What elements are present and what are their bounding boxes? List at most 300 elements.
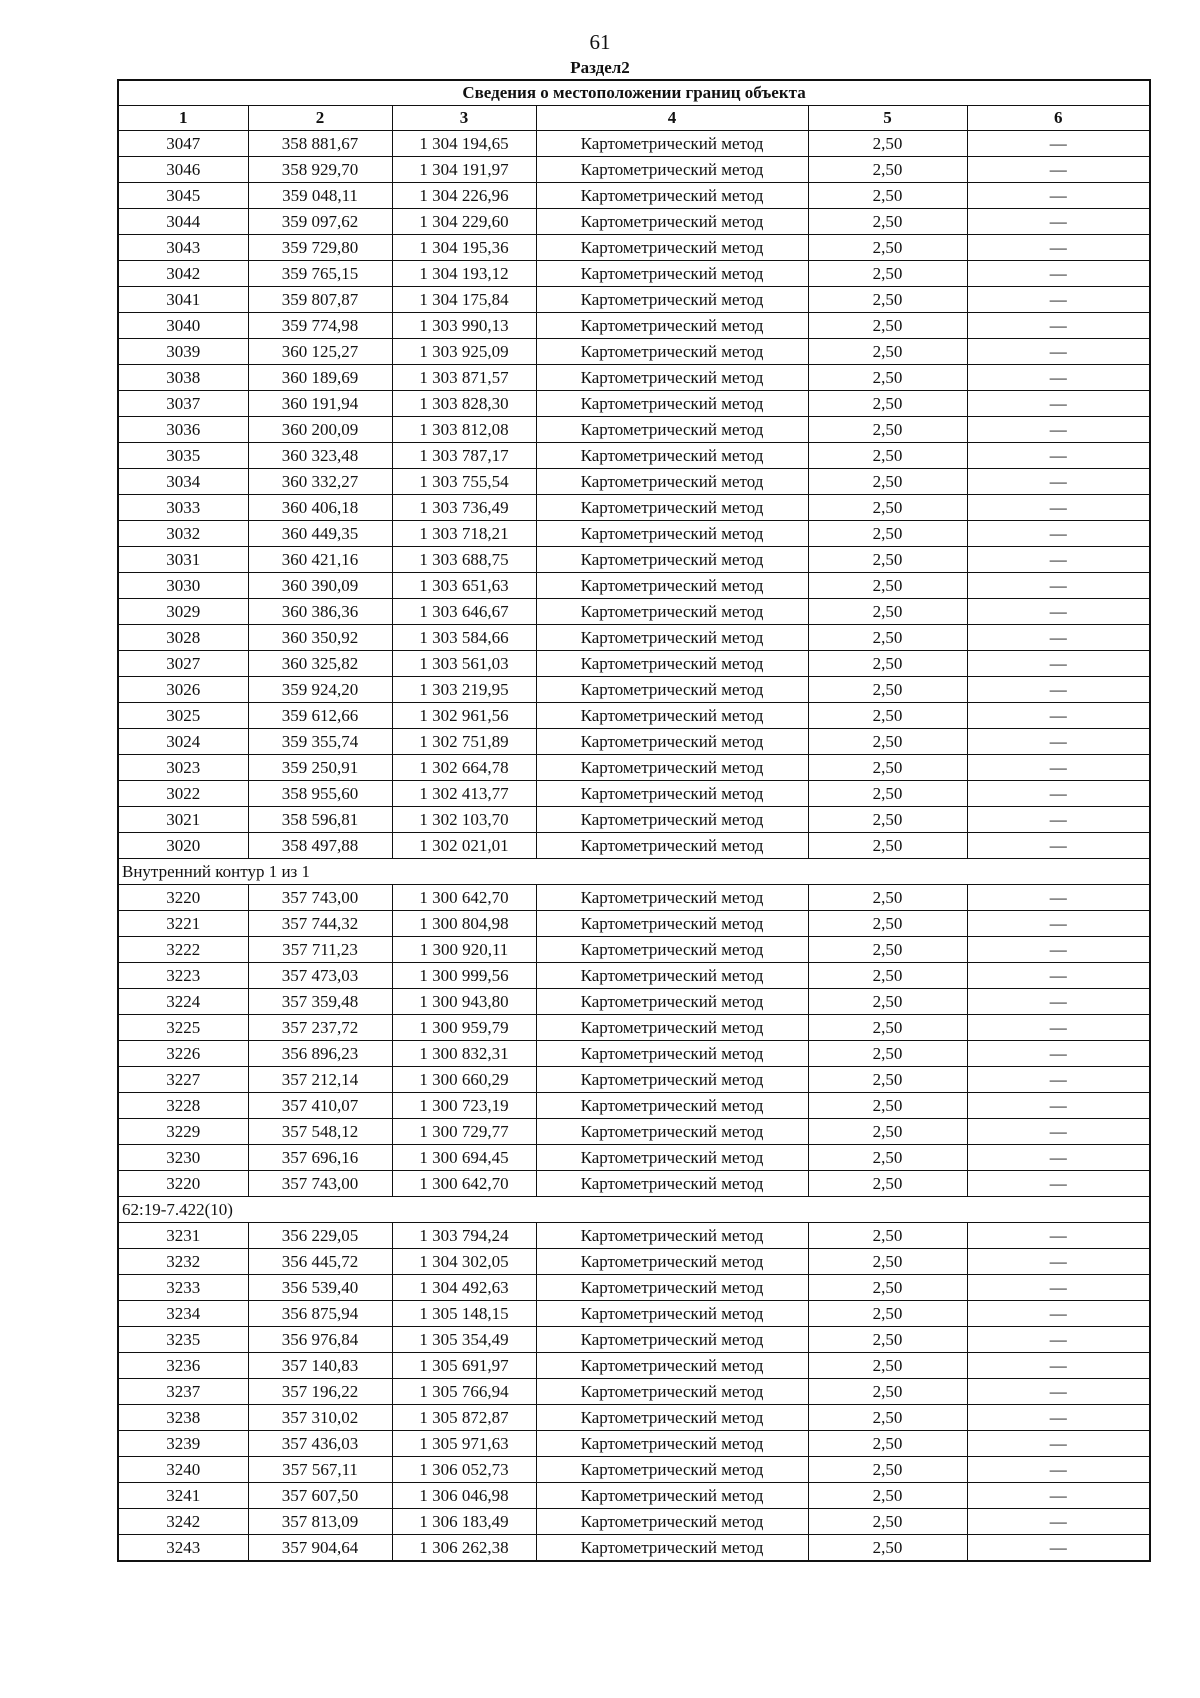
accuracy-cell: 2,50 [808,261,967,287]
accuracy-cell: 2,50 [808,1431,967,1457]
method-cell: Картометрический метод [536,417,808,443]
accuracy-cell: 2,50 [808,1327,967,1353]
table-body [118,131,1150,1562]
note-cell: — [967,1119,1150,1145]
note-cell: — [967,1457,1150,1483]
note-cell: — [967,1275,1150,1301]
point-number-cell: 3034 [118,469,248,495]
x-coordinate-cell: 357 743,00 [248,1171,392,1197]
note-cell: — [967,573,1150,599]
x-coordinate-cell: 357 310,02 [248,1405,392,1431]
table-row [118,1093,1150,1119]
method-cell: Картометрический метод [536,677,808,703]
y-coordinate-cell: 1 303 736,49 [392,495,536,521]
accuracy-cell: 2,50 [808,313,967,339]
method-cell: Картометрический метод [536,807,808,833]
y-coordinate-cell: 1 303 718,21 [392,521,536,547]
accuracy-cell: 2,50 [808,1223,967,1249]
method-cell: Картометрический метод [536,183,808,209]
accuracy-cell: 2,50 [808,1067,967,1093]
method-cell: Картометрический метод [536,599,808,625]
table-row [118,599,1150,625]
point-number-cell: 3220 [118,885,248,911]
method-cell: Картометрический метод [536,1431,808,1457]
x-coordinate-cell: 357 548,12 [248,1119,392,1145]
y-coordinate-cell: 1 306 046,98 [392,1483,536,1509]
note-cell: — [967,1483,1150,1509]
table-row [118,1275,1150,1301]
table-row [118,1431,1150,1457]
column-number-row [118,106,1150,131]
note-cell: — [967,729,1150,755]
x-coordinate-cell: 357 813,09 [248,1509,392,1535]
method-cell: Картометрический метод [536,729,808,755]
table-row [118,495,1150,521]
note-cell: — [967,417,1150,443]
x-coordinate-cell: 359 765,15 [248,261,392,287]
point-number-cell: 3021 [118,807,248,833]
method-cell: Картометрический метод [536,157,808,183]
y-coordinate-cell: 1 306 183,49 [392,1509,536,1535]
column-number-6: 6 [967,106,1150,131]
method-cell: Картометрический метод [536,235,808,261]
method-cell: Картометрический метод [536,469,808,495]
accuracy-cell: 2,50 [808,287,967,313]
table-row [118,1223,1150,1249]
method-cell: Картометрический метод [536,1327,808,1353]
y-coordinate-cell: 1 300 723,19 [392,1093,536,1119]
table-row [118,1457,1150,1483]
note-cell: — [967,1405,1150,1431]
point-number-cell: 3223 [118,963,248,989]
table-row [118,1509,1150,1535]
method-cell: Картометрический метод [536,911,808,937]
accuracy-cell: 2,50 [808,989,967,1015]
method-cell: Картометрический метод [536,1509,808,1535]
note-cell: — [967,183,1150,209]
method-cell: Картометрический метод [536,1171,808,1197]
x-coordinate-cell: 359 355,74 [248,729,392,755]
table-row [118,651,1150,677]
table-row [118,1327,1150,1353]
y-coordinate-cell: 1 300 832,31 [392,1041,536,1067]
group-label-row [118,859,1150,885]
table-row [118,833,1150,859]
note-cell: — [967,1145,1150,1171]
accuracy-cell: 2,50 [808,1405,967,1431]
accuracy-cell: 2,50 [808,209,967,235]
y-coordinate-cell: 1 302 021,01 [392,833,536,859]
y-coordinate-cell: 1 300 642,70 [392,885,536,911]
method-cell: Картометрический метод [536,1405,808,1431]
note-cell: — [967,833,1150,859]
point-number-cell: 3045 [118,183,248,209]
x-coordinate-cell: 360 189,69 [248,365,392,391]
y-coordinate-cell: 1 303 787,17 [392,443,536,469]
accuracy-cell: 2,50 [808,183,967,209]
y-coordinate-cell: 1 305 872,87 [392,1405,536,1431]
point-number-cell: 3240 [118,1457,248,1483]
y-coordinate-cell: 1 303 990,13 [392,313,536,339]
method-cell: Картометрический метод [536,547,808,573]
y-coordinate-cell: 1 302 103,70 [392,807,536,833]
x-coordinate-cell: 359 097,62 [248,209,392,235]
note-cell: — [967,885,1150,911]
x-coordinate-cell: 357 607,50 [248,1483,392,1509]
point-number-cell: 3024 [118,729,248,755]
table-row [118,209,1150,235]
accuracy-cell: 2,50 [808,1457,967,1483]
y-coordinate-cell: 1 303 561,03 [392,651,536,677]
point-number-cell: 3042 [118,261,248,287]
x-coordinate-cell: 360 390,09 [248,573,392,599]
y-coordinate-cell: 1 304 302,05 [392,1249,536,1275]
x-coordinate-cell: 357 237,72 [248,1015,392,1041]
x-coordinate-cell: 359 048,11 [248,183,392,209]
point-number-cell: 3228 [118,1093,248,1119]
accuracy-cell: 2,50 [808,1483,967,1509]
method-cell: Картометрический метод [536,937,808,963]
method-cell: Картометрический метод [536,261,808,287]
point-number-cell: 3043 [118,235,248,261]
y-coordinate-cell: 1 304 226,96 [392,183,536,209]
accuracy-cell: 2,50 [808,833,967,859]
table-row [118,1301,1150,1327]
y-coordinate-cell: 1 304 194,65 [392,131,536,157]
accuracy-cell: 2,50 [808,781,967,807]
y-coordinate-cell: 1 303 794,24 [392,1223,536,1249]
y-coordinate-cell: 1 305 971,63 [392,1431,536,1457]
x-coordinate-cell: 359 807,87 [248,287,392,313]
table-row [118,625,1150,651]
accuracy-cell: 2,50 [808,1093,967,1119]
table-row [118,547,1150,573]
y-coordinate-cell: 1 300 999,56 [392,963,536,989]
note-cell: — [967,287,1150,313]
point-number-cell: 3037 [118,391,248,417]
method-cell: Картометрический метод [536,131,808,157]
table-row [118,911,1150,937]
point-number-cell: 3041 [118,287,248,313]
table-row [118,1119,1150,1145]
note-cell: — [967,781,1150,807]
point-number-cell: 3243 [118,1535,248,1562]
point-number-cell: 3241 [118,1483,248,1509]
point-number-cell: 3221 [118,911,248,937]
x-coordinate-cell: 360 350,92 [248,625,392,651]
x-coordinate-cell: 358 497,88 [248,833,392,859]
accuracy-cell: 2,50 [808,547,967,573]
note-cell: — [967,521,1150,547]
method-cell: Картометрический метод [536,1015,808,1041]
column-number-1: 1 [118,106,248,131]
x-coordinate-cell: 360 191,94 [248,391,392,417]
method-cell: Картометрический метод [536,1483,808,1509]
y-coordinate-cell: 1 304 492,63 [392,1275,536,1301]
note-cell: — [967,261,1150,287]
accuracy-cell: 2,50 [808,1015,967,1041]
accuracy-cell: 2,50 [808,157,967,183]
x-coordinate-cell: 357 196,22 [248,1379,392,1405]
method-cell: Картометрический метод [536,1145,808,1171]
note-cell: — [967,495,1150,521]
point-number-cell: 3239 [118,1431,248,1457]
x-coordinate-cell: 360 323,48 [248,443,392,469]
table-row [118,1483,1150,1509]
table-row [118,755,1150,781]
method-cell: Картометрический метод [536,1041,808,1067]
accuracy-cell: 2,50 [808,573,967,599]
point-number-cell: 3238 [118,1405,248,1431]
table-row [118,989,1150,1015]
accuracy-cell: 2,50 [808,521,967,547]
y-coordinate-cell: 1 305 148,15 [392,1301,536,1327]
accuracy-cell: 2,50 [808,1171,967,1197]
boundary-coordinates-table [117,79,1151,1562]
y-coordinate-cell: 1 303 646,67 [392,599,536,625]
y-coordinate-cell: 1 300 642,70 [392,1171,536,1197]
x-coordinate-cell: 360 421,16 [248,547,392,573]
point-number-cell: 3242 [118,1509,248,1535]
note-cell: — [967,235,1150,261]
x-coordinate-cell: 359 774,98 [248,313,392,339]
method-cell: Картометрический метод [536,573,808,599]
table-row [118,937,1150,963]
table-row [118,391,1150,417]
method-cell: Картометрический метод [536,391,808,417]
method-cell: Картометрический метод [536,521,808,547]
accuracy-cell: 2,50 [808,651,967,677]
table-row [118,1145,1150,1171]
point-number-cell: 3022 [118,781,248,807]
table-row [118,703,1150,729]
method-cell: Картометрический метод [536,1223,808,1249]
page-number: 61 [589,30,611,54]
accuracy-cell: 2,50 [808,599,967,625]
note-cell: — [967,365,1150,391]
table-row [118,417,1150,443]
point-number-cell: 3026 [118,677,248,703]
y-coordinate-cell: 1 302 751,89 [392,729,536,755]
method-cell: Картометрический метод [536,287,808,313]
y-coordinate-cell: 1 303 651,63 [392,573,536,599]
note-cell: — [967,755,1150,781]
x-coordinate-cell: 359 250,91 [248,755,392,781]
x-coordinate-cell: 360 200,09 [248,417,392,443]
point-number-cell: 3237 [118,1379,248,1405]
table-row [118,1067,1150,1093]
x-coordinate-cell: 360 449,35 [248,521,392,547]
table-row [118,1353,1150,1379]
note-cell: — [967,1249,1150,1275]
y-coordinate-cell: 1 300 920,11 [392,937,536,963]
note-cell: — [967,1015,1150,1041]
accuracy-cell: 2,50 [808,339,967,365]
x-coordinate-cell: 357 744,32 [248,911,392,937]
note-cell: — [967,625,1150,651]
table-row [118,1171,1150,1197]
point-number-cell: 3234 [118,1301,248,1327]
accuracy-cell: 2,50 [808,235,967,261]
x-coordinate-cell: 356 539,40 [248,1275,392,1301]
accuracy-cell: 2,50 [808,1509,967,1535]
table-row [118,1379,1150,1405]
table-row [118,1015,1150,1041]
note-cell: — [967,1171,1150,1197]
group-label-row [118,1197,1150,1223]
note-cell: — [967,339,1150,365]
note-cell: — [967,911,1150,937]
point-number-cell: 3040 [118,313,248,339]
y-coordinate-cell: 1 303 584,66 [392,625,536,651]
y-coordinate-cell: 1 300 729,77 [392,1119,536,1145]
table-row [118,235,1150,261]
point-number-cell: 3035 [118,443,248,469]
table-row [118,287,1150,313]
x-coordinate-cell: 360 386,36 [248,599,392,625]
point-number-cell: 3230 [118,1145,248,1171]
x-coordinate-cell: 358 955,60 [248,781,392,807]
x-coordinate-cell: 357 696,16 [248,1145,392,1171]
accuracy-cell: 2,50 [808,1119,967,1145]
accuracy-cell: 2,50 [808,677,967,703]
accuracy-cell: 2,50 [808,963,967,989]
x-coordinate-cell: 358 881,67 [248,131,392,157]
accuracy-cell: 2,50 [808,417,967,443]
note-cell: — [967,1093,1150,1119]
y-coordinate-cell: 1 304 175,84 [392,287,536,313]
column-number-3: 3 [392,106,536,131]
point-number-cell: 3227 [118,1067,248,1093]
x-coordinate-cell: 356 896,23 [248,1041,392,1067]
x-coordinate-cell: 357 359,48 [248,989,392,1015]
accuracy-cell: 2,50 [808,365,967,391]
note-cell: — [967,313,1150,339]
note-cell: — [967,547,1150,573]
note-cell: — [967,703,1150,729]
accuracy-cell: 2,50 [808,1353,967,1379]
table-row [118,573,1150,599]
accuracy-cell: 2,50 [808,131,967,157]
x-coordinate-cell: 356 445,72 [248,1249,392,1275]
point-number-cell: 3236 [118,1353,248,1379]
method-cell: Картометрический метод [536,755,808,781]
x-coordinate-cell: 359 924,20 [248,677,392,703]
note-cell: — [967,937,1150,963]
accuracy-cell: 2,50 [808,625,967,651]
y-coordinate-cell: 1 305 354,49 [392,1327,536,1353]
point-number-cell: 3235 [118,1327,248,1353]
table-row [118,807,1150,833]
note-cell: — [967,989,1150,1015]
point-number-cell: 3224 [118,989,248,1015]
column-number-2: 2 [248,106,392,131]
note-cell: — [967,1535,1150,1562]
point-number-cell: 3226 [118,1041,248,1067]
note-cell: — [967,469,1150,495]
y-coordinate-cell: 1 302 664,78 [392,755,536,781]
accuracy-cell: 2,50 [808,1535,967,1562]
note-cell: — [967,209,1150,235]
table-row [118,729,1150,755]
x-coordinate-cell: 360 325,82 [248,651,392,677]
x-coordinate-cell: 357 212,14 [248,1067,392,1093]
point-number-cell: 3229 [118,1119,248,1145]
note-cell: — [967,1041,1150,1067]
x-coordinate-cell: 356 976,84 [248,1327,392,1353]
x-coordinate-cell: 357 473,03 [248,963,392,989]
y-coordinate-cell: 1 306 052,73 [392,1457,536,1483]
note-cell: — [967,963,1150,989]
method-cell: Картометрический метод [536,1353,808,1379]
note-cell: — [967,651,1150,677]
method-cell: Картометрический метод [536,209,808,235]
point-number-cell: 3233 [118,1275,248,1301]
point-number-cell: 3031 [118,547,248,573]
table-row [118,261,1150,287]
y-coordinate-cell: 1 303 828,30 [392,391,536,417]
x-coordinate-cell: 360 406,18 [248,495,392,521]
method-cell: Картометрический метод [536,1457,808,1483]
table-row [118,339,1150,365]
y-coordinate-cell: 1 305 766,94 [392,1379,536,1405]
method-cell: Картометрический метод [536,963,808,989]
point-number-cell: 3044 [118,209,248,235]
point-number-cell: 3038 [118,365,248,391]
y-coordinate-cell: 1 304 195,36 [392,235,536,261]
accuracy-cell: 2,50 [808,1379,967,1405]
method-cell: Картометрический метод [536,339,808,365]
table-row [118,469,1150,495]
point-number-cell: 3047 [118,131,248,157]
method-cell: Картометрический метод [536,651,808,677]
note-cell: — [967,1301,1150,1327]
x-coordinate-cell: 357 140,83 [248,1353,392,1379]
method-cell: Картометрический метод [536,1119,808,1145]
table-row [118,313,1150,339]
x-coordinate-cell: 356 875,94 [248,1301,392,1327]
table-row [118,677,1150,703]
table-row [118,443,1150,469]
y-coordinate-cell: 1 305 691,97 [392,1353,536,1379]
point-number-cell: 3036 [118,417,248,443]
y-coordinate-cell: 1 303 755,54 [392,469,536,495]
note-cell: — [967,1379,1150,1405]
point-number-cell: 3220 [118,1171,248,1197]
note-cell: — [967,131,1150,157]
table-row [118,183,1150,209]
accuracy-cell: 2,50 [808,443,967,469]
x-coordinate-cell: 357 743,00 [248,885,392,911]
table-row [118,781,1150,807]
method-cell: Картометрический метод [536,1249,808,1275]
column-number-5: 5 [808,106,967,131]
point-number-cell: 3030 [118,573,248,599]
method-cell: Картометрический метод [536,1301,808,1327]
y-coordinate-cell: 1 303 812,08 [392,417,536,443]
point-number-cell: 3032 [118,521,248,547]
accuracy-cell: 2,50 [808,1249,967,1275]
method-cell: Картометрический метод [536,703,808,729]
y-coordinate-cell: 1 304 193,12 [392,261,536,287]
y-coordinate-cell: 1 300 660,29 [392,1067,536,1093]
method-cell: Картометрический метод [536,1093,808,1119]
y-coordinate-cell: 1 300 943,80 [392,989,536,1015]
table-row [118,157,1150,183]
table-row [118,1041,1150,1067]
y-coordinate-cell: 1 304 229,60 [392,209,536,235]
note-cell: — [967,1509,1150,1535]
